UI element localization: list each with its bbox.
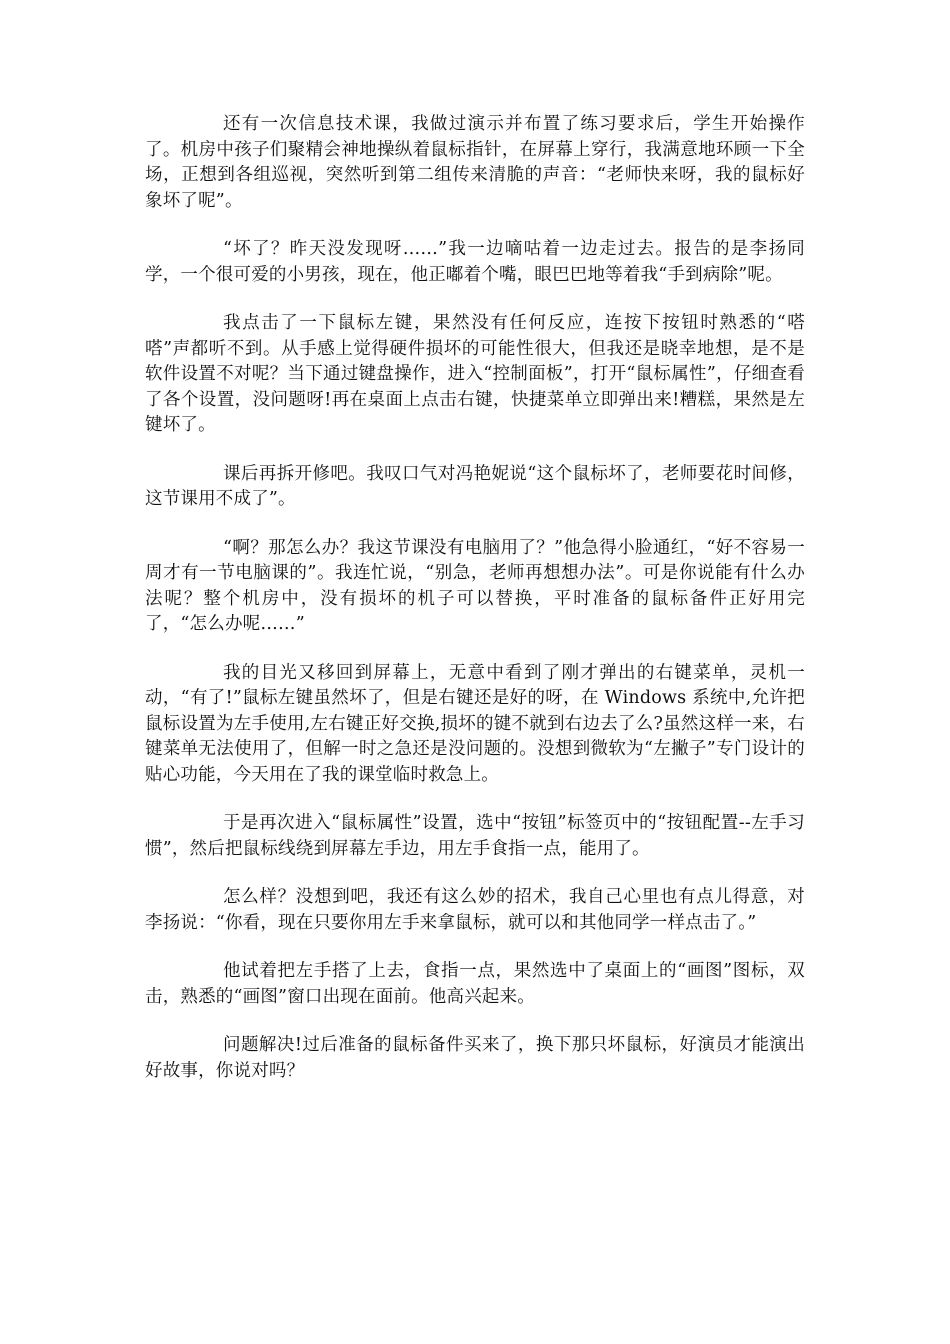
paragraph-9: 他试着把左手搭了上去，食指一点，果然选中了桌面上的“画图”图标，双击，熟悉的“画图”窗口出现在面前。他高兴起来。 xyxy=(145,961,805,1007)
paragraph-7: 于是再次进入“鼠标属性”设置，选中“按钮”标签页中的“按钮配置--左手习惯”，然后把鼠标线绕到屏幕左手边，用左手食指一点，能用了。 xyxy=(145,813,805,859)
paragraph-6: 我的目光又移回到屏幕上，无意中看到了刚才弹出的右键菜单，灵机一动，“有了!”鼠标左键虽然坏了，但是右键还是好的呀，在 Windows 系统中,允许把鼠标设置为左手使用,左右键正好交换,损坏的键不就到右边去了么?虽然这样一来，右键菜单无法使用了，但解一时之急还是没问题的。没想到微软为“左撇子”专门设计的贴心功能，今天用在了我的课堂临时救急上。 xyxy=(145,662,805,785)
paragraph-4: 课后再拆开修吧。我叹口气对冯艳妮说“这个鼠标坏了，老师要花时间修，这节课用不成了”。 xyxy=(145,463,805,509)
paragraph-2: “坏了？昨天没发现呀……”我一边嘀咕着一边走过去。报告的是李扬同学，一个很可爱的小男孩，现在，他正嘟着个嘴，眼巴巴地等着我“手到病除”呢。 xyxy=(145,239,805,285)
paragraph-10: 问题解决!过后准备的鼠标备件买来了，换下那只坏鼠标，好演员才能演出好故事，你说对吗？ xyxy=(145,1035,805,1081)
paragraph-1: 还有一次信息技术课，我做过演示并布置了练习要求后，学生开始操作了。机房中孩子们聚精会神地操纵着鼠标指针，在屏幕上穿行，我满意地环顾一下全场，正想到各组巡视，突然听到第二组传来清脆的声音：“老师快来呀，我的鼠标好象坏了呢”。 xyxy=(145,114,805,211)
paragraph-5: “啊？那怎么办？我这节课没有电脑用了？”他急得小脸通红，“好不容易一周才有一节电脑课的”。我连忙说，“别急，老师再想想办法”。可是你说能有什么办法呢？整个机房中，没有损坏的机子可以替换，平时准备的鼠标备件正好用完了，“怎么办呢……” xyxy=(145,537,805,634)
paragraph-3: 我点击了一下鼠标左键，果然没有任何反应，连按下按钮时熟悉的“嗒嗒”声都听不到。从手感上觉得硬件损坏的可能性很大，但我还是晓幸地想，是不是软件设置不对呢？当下通过键盘操作，进入“控制面板”，打开“鼠标属性”，仔细查看了各个设置，没问题呀!再在桌面上点击右键，快捷菜单立即弹出来!糟糕，果然是左键坏了。 xyxy=(145,313,805,435)
document-body xyxy=(145,112,805,1107)
paragraph-8: 怎么样？没想到吧，我还有这么妙的招术，我自己心里也有点儿得意，对李扬说：“你看，现在只要你用左手来拿鼠标，就可以和其他同学一样点击了。” xyxy=(145,887,805,933)
